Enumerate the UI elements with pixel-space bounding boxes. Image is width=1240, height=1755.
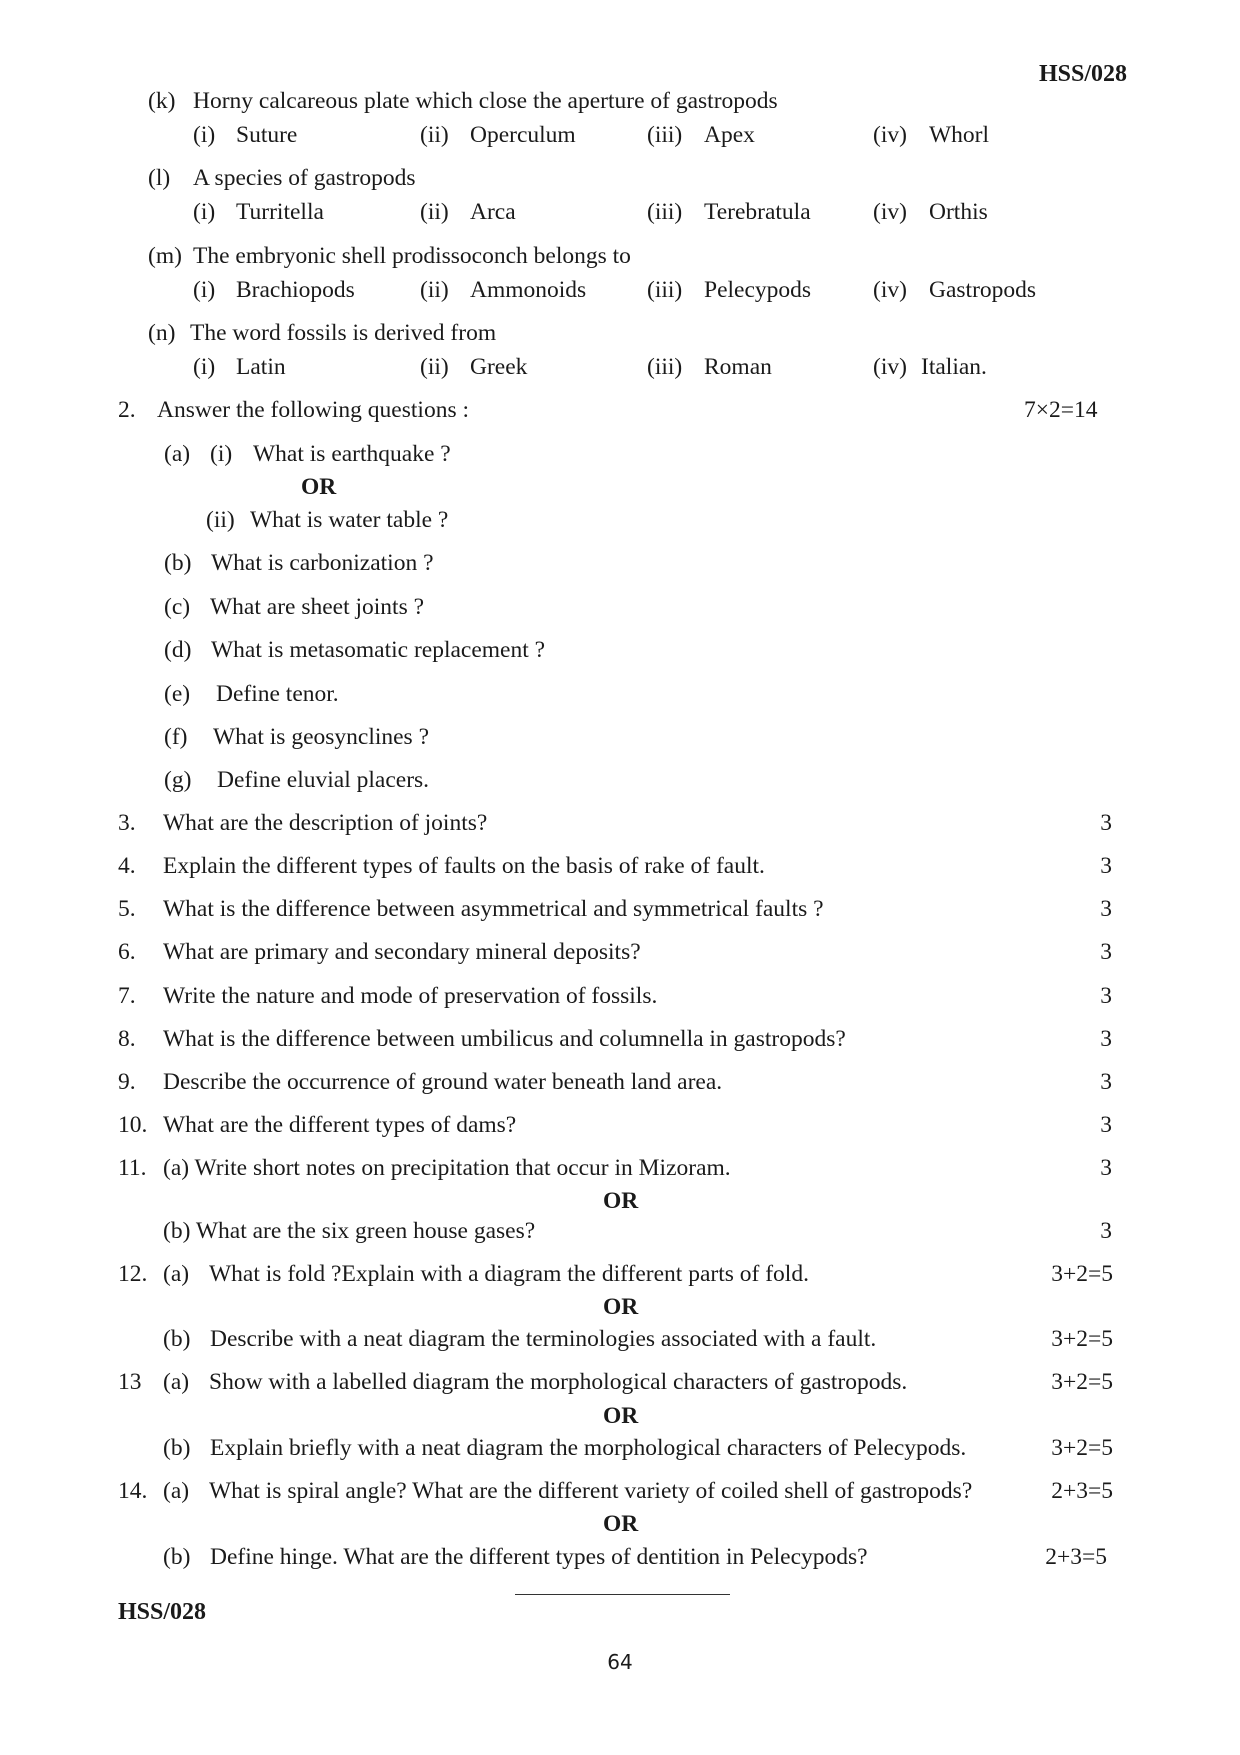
question-marks: 3 bbox=[1100, 1069, 1112, 1095]
subquestion-label: (a) bbox=[163, 1369, 190, 1395]
option-number: (iii) bbox=[647, 354, 683, 380]
subquestion-label: (a) bbox=[164, 441, 191, 467]
question-text: What are primary and secondary mineral deposits? bbox=[163, 939, 641, 965]
option-number: (iii) bbox=[647, 122, 683, 148]
question-marks: 2+3=5 bbox=[1045, 1544, 1107, 1570]
subquestion-text: What is metasomatic replacement ? bbox=[211, 637, 546, 663]
question-text: Describe the occurrence of ground water beneath land area. bbox=[163, 1069, 723, 1095]
option-text: Arca bbox=[470, 199, 516, 225]
question-marks: 3 bbox=[1100, 983, 1112, 1009]
option-number: (i) bbox=[193, 277, 216, 303]
subquestion-label: (b) bbox=[164, 550, 192, 576]
question-number: 8. bbox=[118, 1026, 136, 1052]
question-number: 6. bbox=[118, 939, 136, 965]
option-text: Orthis bbox=[929, 199, 988, 225]
option-text: Whorl bbox=[929, 122, 990, 148]
question-text: Write the nature and mode of preservation of fossils. bbox=[163, 983, 658, 1009]
question-marks: 3+2=5 bbox=[1051, 1326, 1113, 1352]
option-text: Terebratula bbox=[704, 199, 811, 225]
question-marks: 3 bbox=[1100, 939, 1112, 965]
subquestion-roman: (i) bbox=[210, 441, 233, 467]
option-text: Roman bbox=[704, 354, 772, 380]
end-divider bbox=[515, 1594, 730, 1595]
question-marks: 3+2=5 bbox=[1051, 1435, 1113, 1461]
question-text: Explain the different types of faults on the basis of rake of fault. bbox=[163, 853, 765, 879]
question-marks: 3 bbox=[1100, 1112, 1112, 1138]
or-separator: OR bbox=[603, 1294, 639, 1320]
mcq-label: (n) bbox=[148, 320, 176, 346]
question-marks: 7×2=14 bbox=[1024, 397, 1098, 423]
option-number: (i) bbox=[193, 354, 216, 380]
question-marks: 3 bbox=[1100, 853, 1112, 879]
subquestion-text: What is geosynclines ? bbox=[213, 724, 430, 750]
question-text: What is the difference between asymmetrical and symmetrical faults ? bbox=[163, 896, 824, 922]
question-text: (a) Write short notes on precipitation that occur in Mizoram. bbox=[163, 1155, 731, 1181]
subquestion-text: What is water table ? bbox=[250, 507, 449, 533]
question-marks: 3 bbox=[1100, 1218, 1112, 1244]
option-number: (iv) bbox=[873, 354, 907, 380]
option-text: Turritella bbox=[236, 199, 324, 225]
subquestion-label: (g) bbox=[164, 767, 192, 793]
subquestion-text: What is earthquake ? bbox=[253, 441, 451, 467]
or-separator: OR bbox=[603, 1188, 639, 1214]
question-number: 2. bbox=[118, 397, 136, 423]
question-marks: 3 bbox=[1100, 896, 1112, 922]
question-text: Explain briefly with a neat diagram the morphological characters of Pelecypods. bbox=[210, 1435, 967, 1461]
question-marks: 3+2=5 bbox=[1051, 1369, 1113, 1395]
option-text: Ammonoids bbox=[470, 277, 587, 303]
mcq-question: Horny calcareous plate which close the aperture of gastropods bbox=[193, 88, 778, 114]
question-text: Define hinge. What are the different types of dentition in Pelecypods? bbox=[210, 1544, 868, 1570]
mcq-question: The word fossils is derived from bbox=[190, 320, 497, 346]
question-text: What are the description of joints? bbox=[163, 810, 488, 836]
option-number: (i) bbox=[193, 199, 216, 225]
subquestion-roman: (ii) bbox=[206, 507, 235, 533]
subquestion-label: (b) bbox=[163, 1435, 191, 1461]
option-text: Apex bbox=[704, 122, 755, 148]
document-code-footer: HSS/028 bbox=[118, 1599, 207, 1625]
question-text: What are the different types of dams? bbox=[163, 1112, 517, 1138]
question-number: 7. bbox=[118, 983, 136, 1009]
question-number: 12. bbox=[118, 1261, 148, 1287]
question-number: 14. bbox=[118, 1478, 148, 1504]
or-separator: OR bbox=[301, 474, 337, 500]
mcq-label: (l) bbox=[148, 165, 171, 191]
subquestion-label: (f) bbox=[164, 724, 188, 750]
option-text: Brachiopods bbox=[236, 277, 355, 303]
subquestion-label: (c) bbox=[164, 594, 191, 620]
question-text: What is spiral angle? What are the different variety of coiled shell of gastropods? bbox=[209, 1478, 973, 1504]
subquestion-label: (b) bbox=[163, 1544, 191, 1570]
option-text: Italian. bbox=[921, 354, 987, 380]
question-marks: 2+3=5 bbox=[1051, 1478, 1113, 1504]
option-text: Gastropods bbox=[929, 277, 1037, 303]
option-text: Greek bbox=[470, 354, 528, 380]
option-number: (iii) bbox=[647, 199, 683, 225]
option-number: (ii) bbox=[420, 122, 449, 148]
option-number: (i) bbox=[193, 122, 216, 148]
question-text: What is the difference between umbilicus and columnella in gastropods? bbox=[163, 1026, 846, 1052]
question-number: 9. bbox=[118, 1069, 136, 1095]
document-code-header: HSS/028 bbox=[1038, 61, 1127, 87]
option-number: (ii) bbox=[420, 277, 449, 303]
option-text: Latin bbox=[236, 354, 286, 380]
option-number: (iv) bbox=[873, 277, 907, 303]
subquestion-label: (e) bbox=[164, 681, 191, 707]
question-text: Describe with a neat diagram the terminologies associated with a fault. bbox=[210, 1326, 877, 1352]
subquestion-label: (b) bbox=[163, 1326, 191, 1352]
question-text: Show with a labelled diagram the morphological characters of gastropods. bbox=[209, 1369, 908, 1395]
option-number: (ii) bbox=[420, 354, 449, 380]
page-number: 64 bbox=[607, 1650, 633, 1674]
subquestion-text: What are sheet joints ? bbox=[210, 594, 425, 620]
question-number: 13 bbox=[118, 1369, 142, 1395]
option-text: Pelecypods bbox=[704, 277, 812, 303]
question-text: What is fold ?Explain with a diagram the different parts of fold. bbox=[209, 1261, 809, 1287]
question-number: 4. bbox=[118, 853, 136, 879]
option-number: (iii) bbox=[647, 277, 683, 303]
question-text: Answer the following questions : bbox=[157, 397, 469, 423]
option-number: (iv) bbox=[873, 199, 907, 225]
subquestion-text: Define eluvial placers. bbox=[217, 767, 430, 793]
question-number: 5. bbox=[118, 896, 136, 922]
subquestion-text: What is carbonization ? bbox=[211, 550, 434, 576]
question-text: (b) What are the six green house gases? bbox=[163, 1218, 536, 1244]
question-marks: 3 bbox=[1100, 1155, 1112, 1181]
subquestion-label: (a) bbox=[163, 1478, 190, 1504]
question-number: 3. bbox=[118, 810, 136, 836]
question-marks: 3 bbox=[1100, 810, 1112, 836]
option-text: Suture bbox=[236, 122, 298, 148]
subquestion-text: Define tenor. bbox=[216, 681, 339, 707]
subquestion-label: (a) bbox=[163, 1261, 190, 1287]
subquestion-label: (d) bbox=[164, 637, 192, 663]
question-number: 11. bbox=[118, 1155, 147, 1181]
mcq-label: (k) bbox=[148, 88, 176, 114]
option-number: (ii) bbox=[420, 199, 449, 225]
or-separator: OR bbox=[603, 1511, 639, 1537]
mcq-question: A species of gastropods bbox=[193, 165, 416, 191]
question-number: 10. bbox=[118, 1112, 148, 1138]
mcq-question: The embryonic shell prodissoconch belongs to bbox=[193, 243, 631, 269]
or-separator: OR bbox=[603, 1403, 639, 1429]
question-marks: 3+2=5 bbox=[1051, 1261, 1113, 1287]
mcq-label: (m) bbox=[148, 243, 182, 269]
question-marks: 3 bbox=[1100, 1026, 1112, 1052]
option-text: Operculum bbox=[470, 122, 576, 148]
option-number: (iv) bbox=[873, 122, 907, 148]
